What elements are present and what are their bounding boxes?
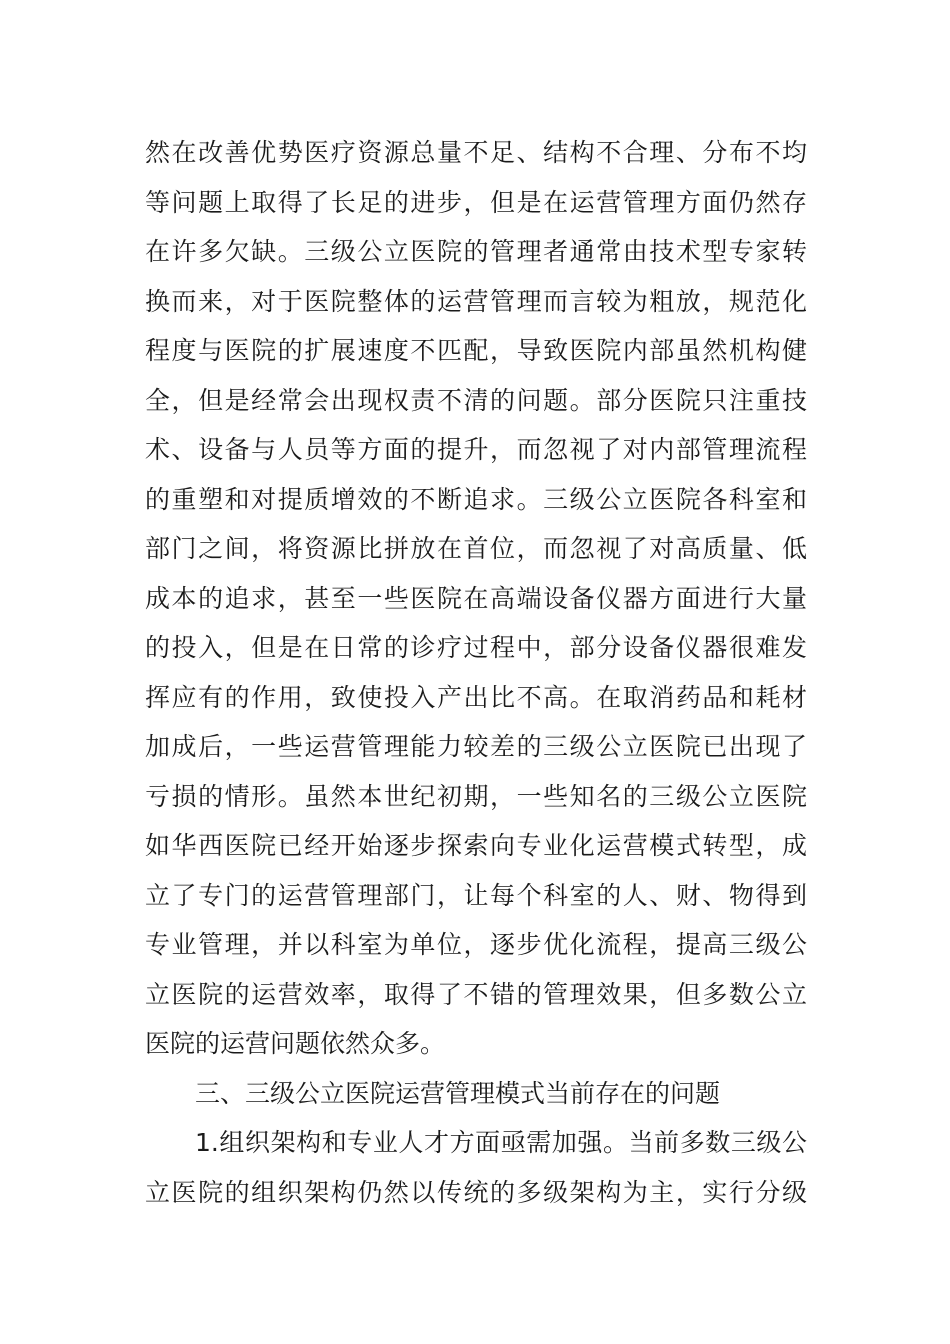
text-line: 亏损的情形。虽然本世纪初期，一些知名的三级公立医院 — [145, 781, 807, 811]
text-line: 立医院的组织架构仍然以传统的多级架构为主，实行分级 — [145, 1177, 807, 1207]
document-body — [145, 128, 807, 1217]
text-line: 挥应有的作用，致使投入产出比不高。在取消药品和耗材 — [145, 682, 807, 712]
text-line: 程度与医院的扩展速度不匹配，导致医院内部虽然机构健 — [145, 336, 807, 365]
section-heading: 三、三级公立医院运营管理模式当前存在的问题 — [195, 1078, 721, 1108]
text-line: 部门之间，将资源比拼放在首位，而忽视了对高质量、低 — [145, 534, 807, 563]
text-line: 全，但是经常会出现权责不清的问题。部分医院只注重技 — [145, 385, 807, 415]
text-line: 换而来，对于医院整体的运营管理而言较为粗放，规范化 — [145, 286, 807, 316]
text-line: 的重塑和对提质增效的不断追求。三级公立医院各科室和 — [145, 484, 807, 514]
paragraph-first-line: 1.组织架构和专业人才方面亟需加强。当前多数三级公 — [195, 1128, 807, 1157]
text-line: 专业管理，并以科室为单位，逐步优化流程，提高三级公 — [145, 930, 807, 959]
text-line: 医院的运营问题依然众多。 — [145, 1029, 446, 1058]
text-line: 加成后，一些运营管理能力较差的三级公立医院已出现了 — [145, 732, 807, 761]
text-line: 术、设备与人员等方面的提升，而忽视了对内部管理流程 — [145, 435, 807, 464]
text-line: 如华西医院已经开始逐步探索向专业化运营模式转型，成 — [145, 831, 807, 860]
text-line: 等问题上取得了长足的进步，但是在运营管理方面仍然存 — [145, 187, 807, 217]
text-line: 然在改善优势医疗资源总量不足、结构不合理、分布不均 — [145, 138, 807, 167]
text-line: 立医院的运营效率，取得了不错的管理效果，但多数公立 — [145, 979, 807, 1009]
text-line: 立了专门的运营管理部门，让每个科室的人、财、物得到 — [145, 880, 807, 910]
text-line: 在许多欠缺。三级公立医院的管理者通常由技术型专家转 — [145, 237, 807, 266]
text-line: 成本的追求，甚至一些医院在高端设备仪器方面进行大量 — [145, 583, 807, 613]
text-line: 的投入，但是在日常的诊疗过程中，部分设备仪器很难发 — [145, 633, 807, 662]
